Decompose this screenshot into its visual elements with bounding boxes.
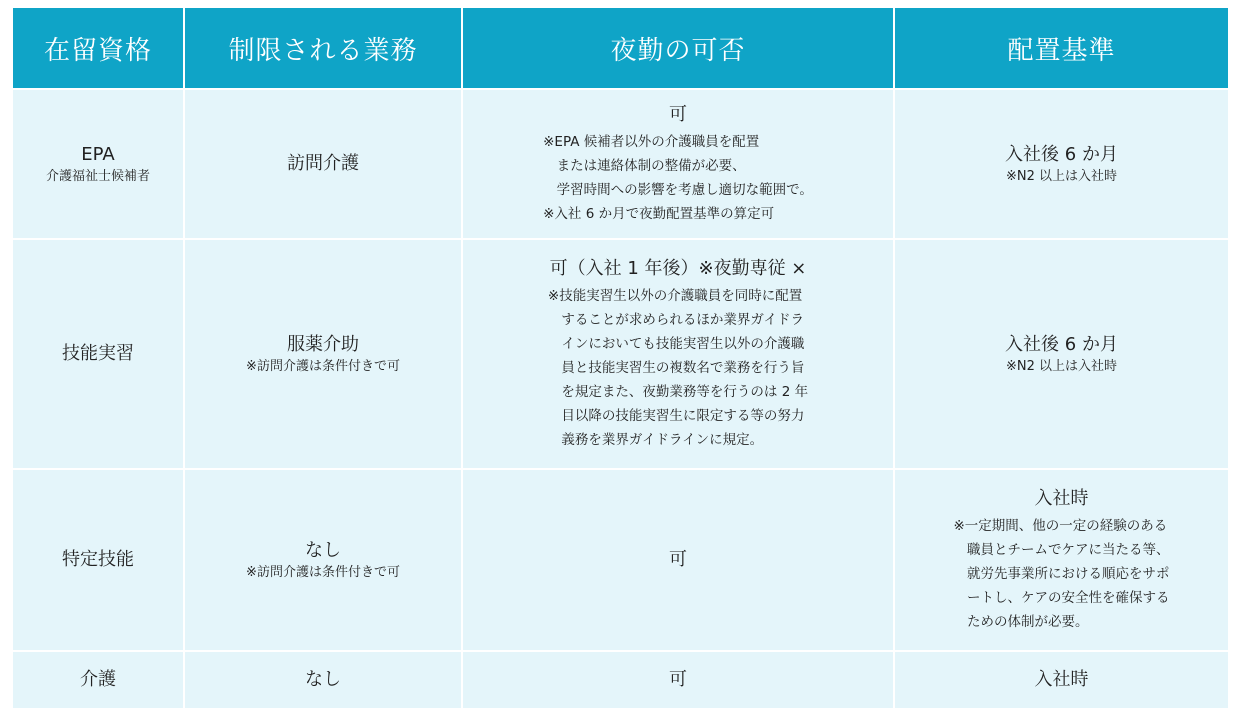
placement-value: 入社時 [1034, 488, 1089, 509]
restricted-note: ※訪問介護は条件付きで可 [246, 565, 400, 580]
placement-value: 入社後 6 か月 [1005, 144, 1118, 165]
placement-value: 入社時 [1034, 669, 1089, 690]
row-technical-intern-status [13, 240, 183, 468]
note-line: 学習時間への影響を考慮し適切な範囲で。 [556, 182, 813, 198]
note-line: を規定また、夜勤業務等を行うのは 2 年 [561, 384, 809, 400]
note-line: または連絡体制の整備が必要、 [556, 158, 746, 174]
note-line: ※EPA 候補者以外の介護職員を配置 [543, 134, 760, 150]
row-care-restricted [185, 652, 461, 708]
restricted-work: なし [305, 540, 341, 561]
placement-note: ※N2 以上は入社時 [1005, 169, 1118, 184]
status-label: EPA [81, 144, 115, 165]
status-label: 技能実習 [62, 343, 134, 364]
header-status: 在留資格 [13, 8, 183, 88]
placement-value: 入社後 6 か月 [1005, 334, 1118, 355]
row-specified-skill-status [13, 470, 183, 650]
night-shift-notes [543, 130, 813, 226]
row-technical-intern-placement [895, 240, 1228, 468]
row-epa-placement [895, 90, 1228, 238]
row-technical-intern-restricted [185, 240, 461, 468]
row-care-status [13, 652, 183, 708]
restricted-work: 訪問介護 [287, 153, 359, 174]
note-line: ※一定期間、他の一定の経験のある [953, 518, 1168, 534]
placement-note: ※N2 以上は入社時 [1005, 359, 1118, 374]
row-specified-skill-placement [895, 470, 1228, 650]
status-label: 介護 [80, 669, 116, 690]
note-line: ートし、ケアの安全性を確保する [967, 590, 1170, 606]
visa-comparison-table [13, 8, 1226, 708]
night-shift-value: 可 [669, 549, 687, 570]
note-line: 就労先事業所における順応をサポ [967, 566, 1170, 582]
row-specified-skill-night [463, 470, 893, 650]
note-line: 義務を業界ガイドラインに規定。 [561, 432, 764, 448]
row-care-night [463, 652, 893, 708]
note-line: することが求められるほか業界ガイドラ [561, 312, 805, 328]
status-sublabel: 介護福祉士候補者 [45, 169, 150, 184]
placement-notes [954, 514, 1170, 634]
header-restricted-work: 制限される業務 [185, 8, 461, 88]
header-night-shift: 夜勤の可否 [463, 8, 893, 88]
row-specified-skill-restricted [185, 470, 461, 650]
header-placement-standard: 配置基準 [895, 8, 1228, 88]
night-shift-value: 可（入社 1 年後）※夜勤専従 × [549, 258, 807, 279]
row-epa-night [463, 90, 893, 238]
row-epa-restricted [185, 90, 461, 238]
night-shift-notes [548, 284, 808, 452]
note-line: 職員とチームでケアに当たる等、 [967, 542, 1170, 558]
note-line: ※入社 6 か月で夜勤配置基準の算定可 [543, 206, 775, 222]
night-shift-value: 可 [669, 669, 687, 690]
note-line: 目以降の技能実習生に限定する等の努力 [561, 408, 805, 424]
note-line: インにおいても技能実習生以外の介護職 [561, 336, 805, 352]
restricted-work: 服薬介助 [287, 334, 359, 355]
row-technical-intern-night [463, 240, 893, 468]
restricted-work: なし [305, 669, 341, 690]
note-line: ※技能実習生以外の介護職員を同時に配置 [547, 288, 803, 304]
status-label: 特定技能 [62, 549, 134, 570]
restricted-note: ※訪問介護は条件付きで可 [246, 359, 400, 374]
note-line: 員と技能実習生の複数名で業務を行う旨 [561, 360, 805, 376]
note-line: ための体制が必要。 [967, 614, 1089, 630]
row-care-placement [895, 652, 1228, 708]
row-epa-status [13, 90, 183, 238]
night-shift-value: 可 [669, 104, 687, 125]
